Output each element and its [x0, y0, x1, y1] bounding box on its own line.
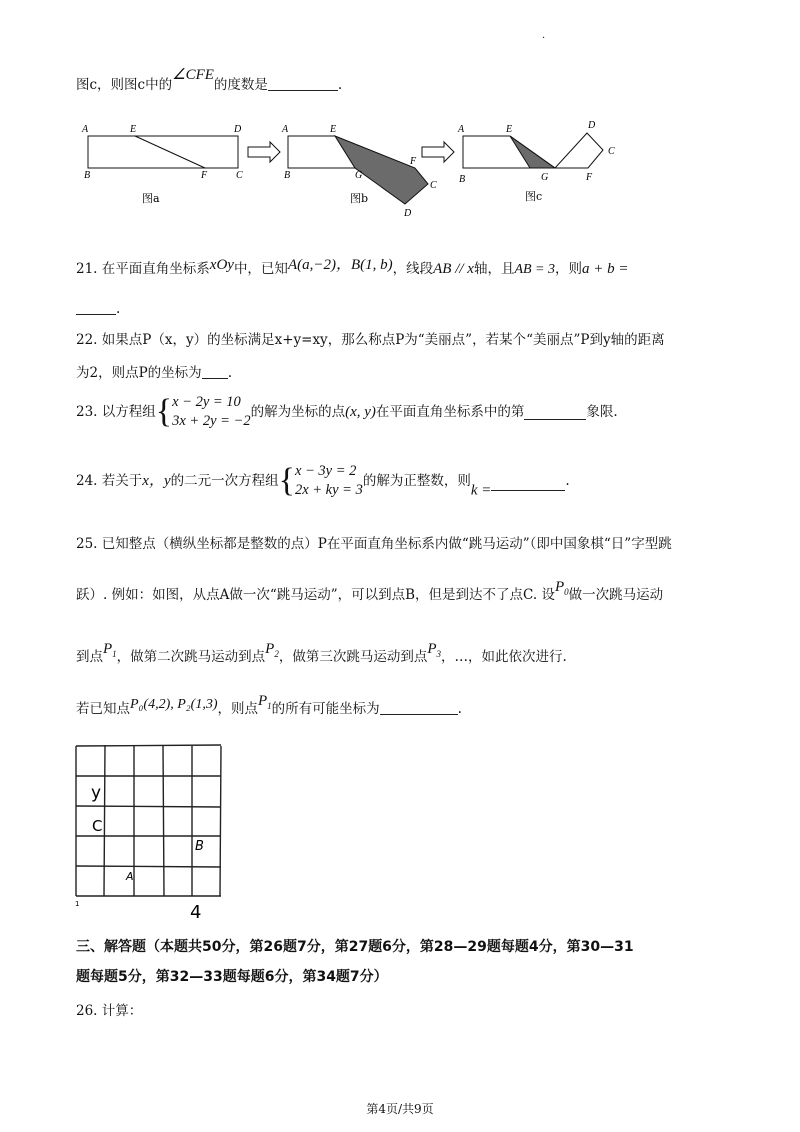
section3-heading-line2: 题每题5分，第32—33题每题6分，第34题7分） [76, 969, 388, 985]
q21-text5: ，则 [555, 261, 583, 277]
q20-suffix: 的度数是 [213, 77, 268, 93]
header-dot: . [542, 30, 546, 41]
q20-angle: ∠CFE [172, 67, 214, 83]
q23-brace: { [155, 393, 173, 430]
q25-answer-blank [380, 700, 458, 715]
fig-c-label-G: G [541, 172, 549, 183]
figure-c [457, 120, 615, 203]
q25-line3-b: ，做第二次跳马运动到点 [116, 649, 266, 665]
q25-line3 [76, 641, 567, 671]
fig-b-label-A: A [282, 124, 289, 135]
q23-answer-blank [524, 405, 586, 420]
q22-line1: 22. 如果点P（x，y）的坐标满足x+y=xy，那么称点P为“美丽点”，若某个“美丽点”P到y轴的距离 [76, 332, 665, 348]
q25-line4-end: . [457, 701, 462, 717]
q20-continuation [76, 67, 343, 94]
q26: 26. 计算： [76, 1003, 143, 1019]
fig-a-label-A: A [82, 124, 89, 135]
q21-length: AB = 3 [514, 262, 556, 277]
q25-line2 [76, 579, 664, 609]
q25-line3-d: ，…，如此依次进行. [441, 649, 567, 665]
q25-line3-c: ，做第三次跳马运动到点 [278, 649, 428, 665]
fig-a-label-B: B [84, 170, 91, 181]
fig-c-caption: 图c [525, 190, 543, 203]
q21-number: 21. [76, 261, 98, 277]
q24 [76, 462, 570, 501]
q21-text4: 轴，且 [473, 261, 515, 277]
q21 [76, 257, 629, 279]
fig-b-label-F: F [410, 156, 417, 167]
q25-p1: $P_1$ [103, 641, 117, 659]
fig-a-caption: 图a [142, 192, 160, 205]
q23-point: (x, y) [345, 404, 376, 420]
q24-text1: 若关于 [101, 473, 143, 489]
q22-text: 为2，则点P的坐标为 [76, 365, 202, 381]
q20-prefix: 图c，则图c中的 [76, 77, 173, 93]
arrow-b-to-c [422, 142, 454, 162]
fig-a-label-F: F [201, 170, 208, 181]
q25-given-points: P₀(4,2), P₂(1,3) [130, 697, 218, 712]
q25-p0: $P_0$ [555, 579, 569, 597]
q21-text3: ，线段 [392, 261, 434, 277]
q25-line2-end: 做一次跳马运动 [568, 587, 664, 603]
grid-point-C: C [92, 817, 103, 835]
q24-brace: { [278, 462, 295, 499]
q22-line2 [76, 364, 232, 382]
q25-line1: 25. 已知整点（横纵坐标都是整数的点）P在平面直角坐标系内做“跳马运动”（即中国象棋“日”字型跳 [76, 536, 672, 552]
section3-heading-line1: 三、解答题（本题共50分，第26题7分，第27题6分，第28—29题每题4分，第30—31 [76, 939, 634, 955]
q23-text1: 以方程组 [101, 404, 156, 420]
q24-eq2: 2x + ky = 3 [294, 482, 363, 498]
grid-point-A: A [126, 870, 134, 883]
q23-number: 23. [76, 404, 98, 420]
fig-b-label-D: D [404, 208, 412, 218]
q23 [76, 393, 618, 431]
grid-point-B: B [195, 839, 204, 854]
q25-line3-a: 到点 [76, 649, 103, 665]
q23-eq1: x − 2y = 10 [172, 394, 241, 410]
fig-c-label-F: F [586, 172, 593, 183]
grid-y-mark: y [91, 783, 102, 803]
grid-origin-mark: 1 [75, 900, 80, 908]
grid-x-mark: 4 [190, 902, 202, 923]
q21-answer-blank [76, 300, 116, 315]
q23-text4: 象限. [586, 404, 618, 420]
fig-c-label-E: E [506, 124, 513, 135]
fig-c-label-D: D [588, 120, 596, 131]
q25-line4-c: 的所有可能坐标为 [271, 701, 380, 717]
fig-a-label-C: C [236, 170, 243, 181]
fig-b-label-E: E [330, 124, 337, 135]
fig-c-label-B: B [459, 174, 466, 185]
knight-move-grid [66, 736, 236, 926]
q21-expression: a + b = [582, 261, 629, 277]
fig-b-label-C: C [430, 180, 437, 191]
q25-line2-text: 跃）. 例如：如图，从点A做一次“跳马运动”，可以到点B，但是到达不了点C. 设 [76, 587, 555, 603]
q24-answer-blank [491, 476, 565, 491]
q24-system [295, 462, 363, 500]
q21-text1: 在平面直角坐标系 [101, 261, 210, 277]
fig-c-label-C: C [608, 146, 615, 157]
q24-text3: 的解为正整数，则 [362, 473, 471, 489]
q24-text2: 的二元一次方程组 [170, 473, 279, 489]
q20-answer-blank [268, 76, 338, 91]
fig-b-label-G: G [355, 170, 363, 181]
q20-end: . [337, 77, 343, 93]
fig-b-caption: 图b [350, 192, 369, 205]
fig-a-label-E: E [130, 124, 137, 135]
q21-text2: 中，已知 [233, 261, 288, 277]
figure-a [81, 124, 243, 205]
q21-answer-line [76, 300, 120, 318]
q24-vars: x，y [142, 473, 171, 489]
fig-b-label-B: B [284, 170, 291, 181]
q21-points: A(a,−2)，B(1, b) [287, 257, 393, 273]
q21-segment: AB // x [433, 261, 474, 277]
q24-number: 24. [76, 473, 98, 489]
q21-end: . [116, 301, 121, 317]
q25-line4-b: ，则点 [217, 701, 258, 717]
q23-eq2: 3x + 2y = −2 [172, 413, 251, 429]
q23-text3: 在平面直角坐标系中的第 [375, 404, 525, 420]
folding-figures [70, 118, 630, 218]
q25-line4-a: 若已知点 [76, 701, 130, 717]
q23-system [172, 393, 250, 431]
q22-end: . [227, 365, 232, 381]
figure-b [281, 124, 437, 218]
fig-c-label-A: A [458, 124, 465, 135]
q25-p2: $P_2$ [265, 641, 279, 659]
fig-a-label-D: D [234, 124, 242, 135]
q25-p1-again: $P_1$ [258, 693, 272, 711]
q25-p3: $P_3$ [427, 641, 442, 659]
q24-k: k = [470, 482, 492, 499]
q23-text2: 的解为坐标的点 [250, 404, 346, 420]
q25-line4 [76, 693, 462, 723]
q21-xoy: xOy [209, 257, 234, 273]
arrow-a-to-b [248, 142, 280, 162]
q22-answer-blank [202, 364, 228, 379]
page-footer: 第4页/共9页 [366, 1102, 434, 1116]
q24-eq1: x − 3y = 2 [294, 463, 357, 479]
q24-end: . [565, 473, 570, 489]
